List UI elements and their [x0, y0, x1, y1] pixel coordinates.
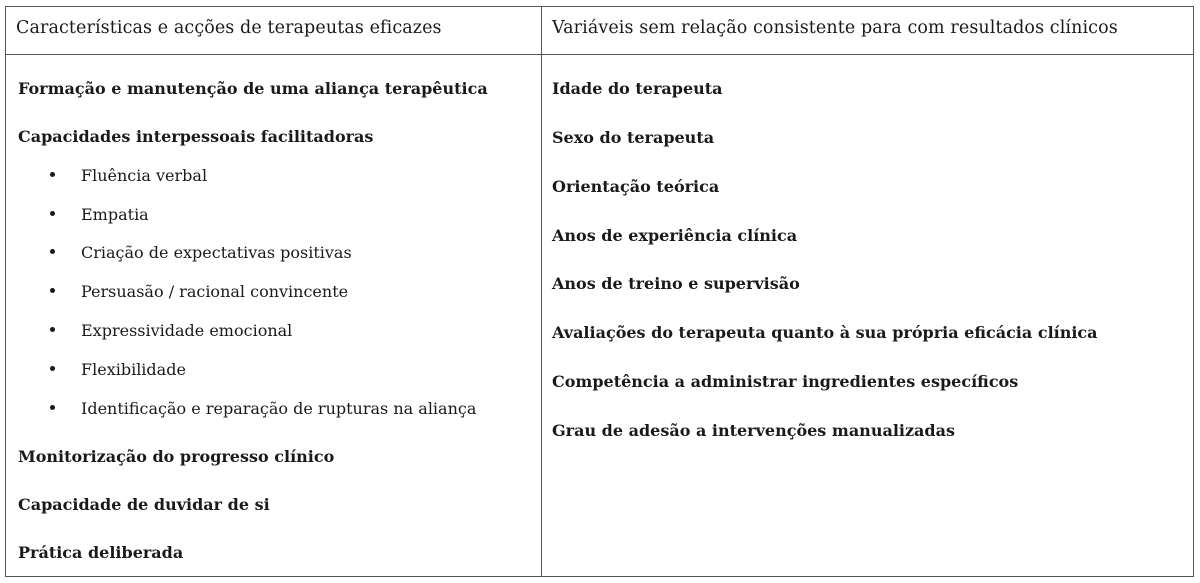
- list-item: [50, 205, 149, 224]
- list-item: Grau de adesão a intervenções manualizadas: [552, 421, 955, 440]
- bullet-icon: [50, 366, 55, 371]
- list-item: Anos de treino e supervisão: [552, 274, 800, 293]
- bullet-icon: [50, 288, 55, 293]
- left-item-self-doubt: Capacidade de duvidar de si: [18, 495, 270, 514]
- list-item: Orientação teórica: [552, 177, 720, 196]
- bullet-icon: [50, 211, 55, 216]
- list-item: Avaliações do terapeuta quanto à sua própria eficácia clínica: [552, 323, 1098, 342]
- sub-item-label: Fluência verbal: [81, 166, 208, 185]
- list-item: [50, 321, 292, 340]
- list-item: Anos de experiência clínica: [552, 226, 798, 245]
- left-item-alliance: Formação e manutenção de uma aliança terapêutica: [18, 79, 488, 98]
- sub-item-label: Criação de expectativas positivas: [81, 243, 352, 262]
- header-left: Características e acções de terapeutas eficazes: [16, 18, 442, 38]
- sub-item-label: Persuasão / racional convincente: [81, 282, 349, 301]
- bullet-icon: [50, 172, 55, 177]
- list-item: [50, 399, 476, 418]
- sub-item-label: Identificação e reparação de rupturas na aliança: [81, 399, 477, 418]
- left-column: [6, 55, 541, 576]
- list-item: [50, 360, 186, 379]
- bullet-icon: [50, 249, 55, 254]
- list-item: Idade do terapeuta: [552, 79, 723, 98]
- list-item: [50, 166, 207, 185]
- bullet-icon: [50, 405, 55, 410]
- list-item: [50, 243, 352, 262]
- left-item-deliberate-practice: Prática deliberada: [18, 543, 184, 562]
- sub-item-label: Expressividade emocional: [81, 321, 293, 340]
- sub-item-label: Empatia: [81, 205, 149, 224]
- comparison-table: [5, 6, 1194, 577]
- list-item: Sexo do terapeuta: [552, 128, 715, 147]
- sub-item-label: Flexibilidade: [81, 360, 186, 379]
- left-item-monitoring: Monitorização do progresso clínico: [18, 447, 335, 466]
- header-right: Variáveis sem relação consistente para com resultados clínicos: [552, 18, 1118, 38]
- list-item: Competência a administrar ingredientes específicos: [552, 372, 1019, 391]
- left-item-interpersonal: Capacidades interpessoais facilitadoras: [18, 127, 374, 146]
- bullet-icon: [50, 327, 55, 332]
- right-column: [542, 55, 1193, 576]
- list-item: [50, 282, 348, 301]
